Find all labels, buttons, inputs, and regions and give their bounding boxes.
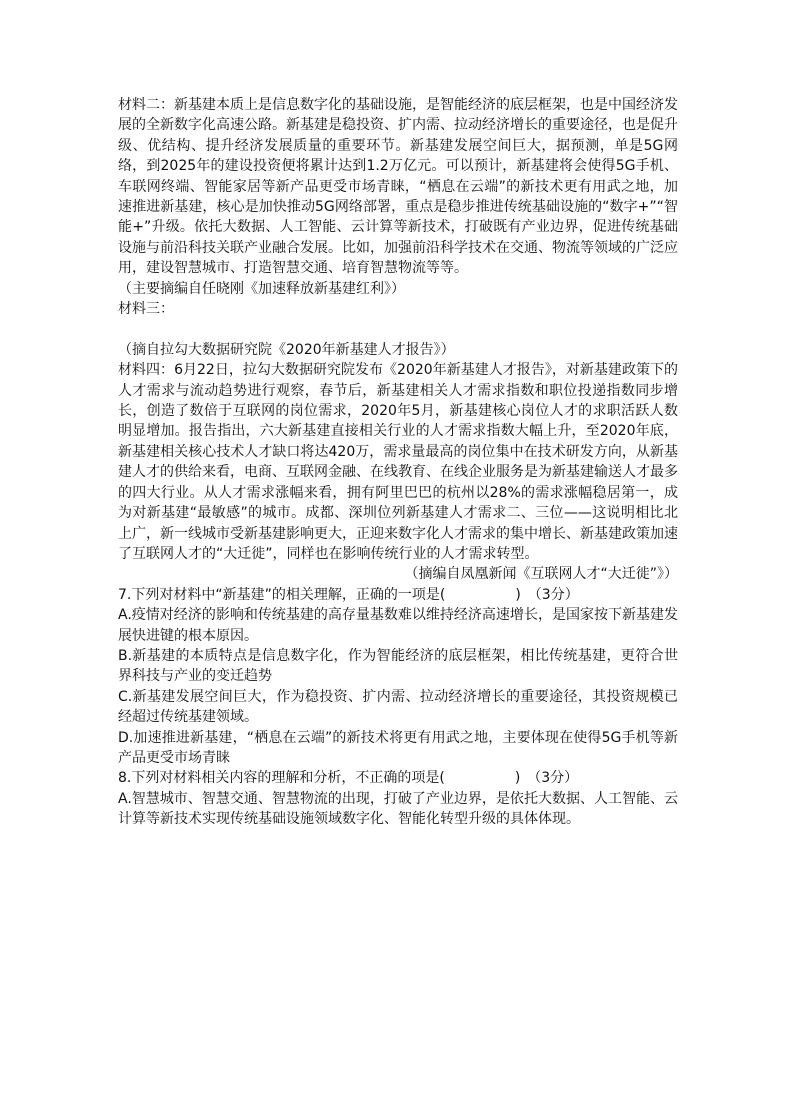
document-page	[118, 95, 678, 830]
material2-source: （主要摘编自任晓刚《加速释放新基建红利》）	[118, 280, 405, 297]
question-8-option-a: A.智慧城市、智慧交通、智慧物流的出现，打破了产业边界，是依托大数据、人工智能、云计算等新技术实现传统基础设施领域数字化、智能化转型升级的具体体现。	[118, 790, 678, 828]
question-7-option-b: B.新基建的本质特点是信息数字化，作为智能经济的底层框架，相比传统基建，更符合世界科技与产业的变迁趋势	[118, 647, 678, 685]
material4-source: （摘编自凤凰新闻《互联网人才“大迁徙”》）	[404, 566, 678, 583]
question-7-option-d: D.加速推进新基建，“栖息在云端”的新技术将更有用武之地，主要体现在使得5G手机等新产品更受市场青睐	[118, 729, 678, 766]
question-8-stem: 8.下列对材料相关内容的理解和分析，不正确的项是( ) （3分）	[118, 770, 579, 787]
question-7-stem: 7.下列对材料中“新基建”的相关理解，正确的一项是( ) （3分）	[118, 586, 579, 603]
material3-source: （摘自拉勾大数据研究院《2020年新基建人才报告》）	[118, 341, 455, 358]
material4-paragraph: 材料四：6月22日，拉勾大数据研究院发布《2020年新基建人才报告》，对新基建政策下的人才需求与流动趋势进行观察，春节后，新基建相关人才需求指数和职位投递指数同步增长，创造了数倍于互联网的岗位需求，2020年5月，新基建核心岗位人才的求职活跃人数明显增加。报告指出，六大新基建直接相关行业的人才需求指数大幅上升，至2020年底，新基建相关核心技术人才缺口将达420万，需求量最高的岗位集中在技术研发方向，从新基建人才的供给来看，电商、互联网金融、在线教育、在线企业服务是为新基建输送人才最多的四大行业。从人才需求涨幅来看，拥有阿里巴巴的杭州以28%的需求涨幅稳居第一，成为对新基建“最敏感”的城市。成都、深圳位列新基建人才需求二、三位——这说明相比北上广，新一线城市受新基建影响更大，正迎来数字化人才需求的集中增长、新基建政策加速了互联网人才的“大迁徙”，同样也在影响传统行业的人才需求转型。	[118, 362, 678, 562]
question-7-option-a: A.疫情对经济的影响和传统基建的高存量基数难以维持经济高速增长，是国家按下新基建发展快进键的根本原因。	[118, 607, 678, 644]
material3-title: 材料三：	[118, 301, 174, 318]
question-7-option-c: C.新基建发展空间巨大，作为稳投资、扩内需、拉动经济增长的重要途径，其投资规模已经超过传统基建领域。	[118, 688, 678, 726]
material3-image-placeholder	[118, 319, 678, 339]
material2-paragraph: 材料二：新基建本质上是信息数字化的基础设施，是智能经济的底层框架，也是中国经济发展的全新数字化高速公路。新基建是稳投资、扩内需、拉动经济增长的重要途径，也是促升级、优结构、提升经济发展质量的重要环节。新基建发展空间巨大，据预测，单是5G网络，到2025年的建设投资便将累计达到1.2万亿元。可以预计，新基建将会使得5G手机、车联网终端、智能家居等新产品更受市场青睐，“栖息在云端”的新技术更有用武之地，加速推进新基建，核心是加快推动5G网络部署，重点是稳步推进传统基础设施的“数字+”“智能+”升级。依托大数据、人工智能、云计算等新技术，打破既有产业边界，促进传统基础设施与前沿科技关联产业融合发展。比如，加强前沿科学技术在交通、物流等领域的广泛应用，建设智慧城市、打造智慧交通、培育智慧物流等等。	[118, 97, 678, 277]
